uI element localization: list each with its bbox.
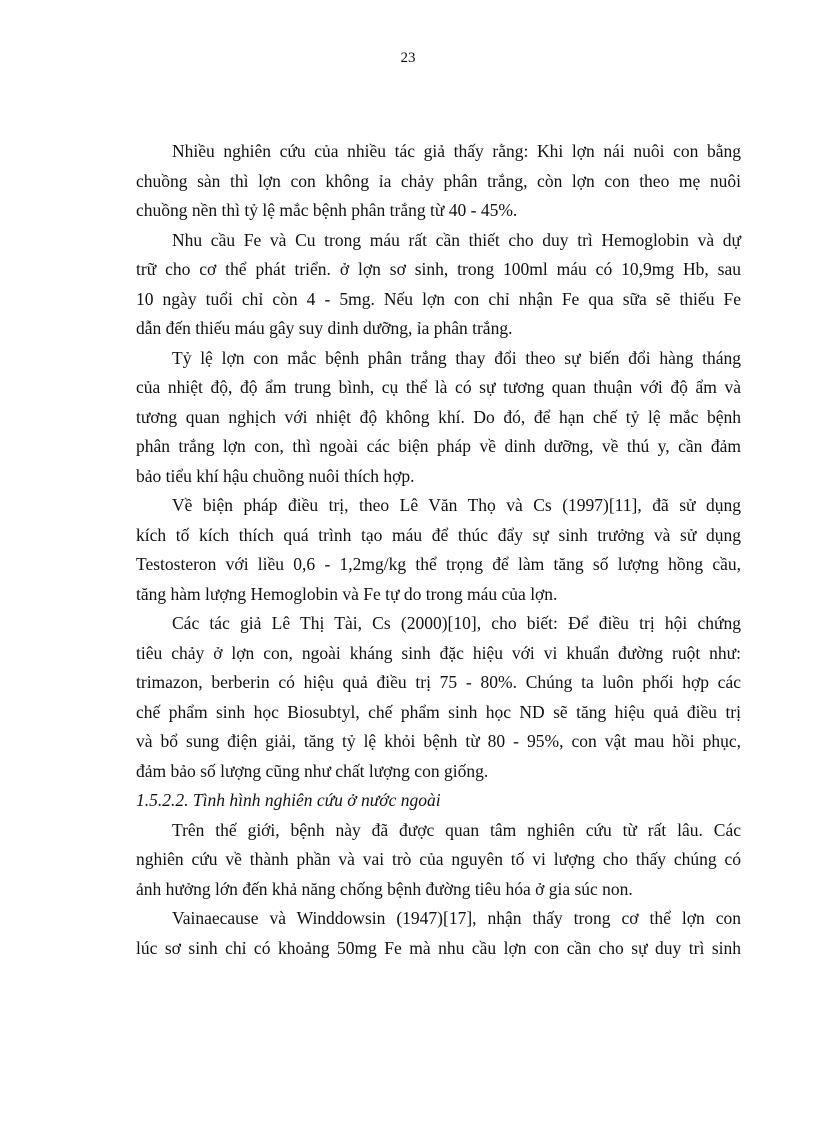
text-line: dẫn đến thiếu máu gây suy dinh dưỡng, ỉa phân trắng. bbox=[136, 318, 513, 338]
document-body bbox=[136, 137, 741, 963]
text-line: Tỷ lệ lợn con mắc bệnh phân trắng thay đổi theo sự biến đổi hàng tháng bbox=[172, 347, 741, 368]
text-line: kích tố kích thích quá trình tạo máu để thúc đẩy sự sinh trưởng và sử dụng bbox=[136, 524, 741, 545]
text-line: Nhu cầu Fe và Cu trong máu rất cần thiết cho duy trì Hemoglobin và dự bbox=[172, 229, 741, 250]
text-line: Các tác giả Lê Thị Tài, Cs (2000)[10], cho biết: Để điều trị hội chứng bbox=[172, 613, 741, 633]
text-line: tiêu chảy ở lợn con, ngoài kháng sinh đặc hiệu với vi khuẩn đường ruột như: bbox=[136, 642, 741, 663]
text-line: lúc sơ sinh chỉ có khoảng 50mg Fe mà nhu cầu lợn con cần cho sự duy trì sinh bbox=[136, 937, 741, 958]
paragraph-treatment-methods bbox=[136, 491, 741, 609]
paragraph-pig-floor-housing bbox=[136, 137, 741, 226]
text-line: tương quan nghịch với nhiệt độ không khí. Do đó, để hạn chế tỷ lệ mắc bệnh bbox=[136, 406, 741, 427]
text-line: Về biện pháp điều trị, theo Lê Văn Thọ và Cs (1997)[11], đã sử dụng bbox=[172, 495, 741, 515]
text-line: và bổ sung điện giải, tăng tỷ lệ khỏi bệnh từ 80 - 95%, con vật mau hồi phục, bbox=[136, 731, 741, 751]
paragraph-fe-cu-requirement bbox=[136, 226, 741, 344]
text-line: chuồng sàn thì lợn con không ỉa chảy phân trắng, còn lợn con theo mẹ nuôi bbox=[136, 170, 741, 191]
section-heading: 1.5.2.2. Tình hình nghiên cứu ở nước ngoài bbox=[136, 790, 441, 810]
text-line: chế phẩm sinh học Biosubtyl, chế phẩm sinh học ND sẽ tăng hiệu quả điều trị bbox=[136, 701, 741, 722]
text-line: Testosteron với liều 0,6 - 1,2mg/kg thể trọng để làm tăng số lượng hồng cầu, bbox=[136, 554, 741, 574]
text-line: tăng hàm lượng Hemoglobin và Fe tự do trong máu của lợn. bbox=[136, 583, 558, 604]
text-line: chuồng nền thì tỷ lệ mắc bệnh phân trắng từ 40 - 45%. bbox=[136, 200, 518, 220]
text-line: Trên thế giới, bệnh này đã được quan tâm nghiên cứu từ rất lâu. Các bbox=[172, 819, 741, 840]
text-line: Nhiều nghiên cứu của nhiều tác giả thấy rằng: Khi lợn nái nuôi con bằng bbox=[172, 141, 741, 161]
paragraph-foreign-research bbox=[136, 816, 741, 905]
text-line: bảo tiểu khí hậu chuồng nuôi thích hợp. bbox=[136, 465, 415, 486]
text-line: 10 ngày tuổi chỉ còn 4 - 5mg. Nếu lợn con chỉ nhận Fe qua sữa sẽ thiếu Fe bbox=[136, 288, 741, 309]
paragraph-climate-correlation bbox=[136, 344, 741, 492]
text-line: đảm bảo số lượng cũng như chất lượng con giống. bbox=[136, 760, 489, 781]
text-line: của nhiệt độ, độ ẩm trung bình, cụ thể là có sự tương quan thuận với độ ẩm và bbox=[136, 377, 741, 397]
paragraph-diarrhea-treatment bbox=[136, 609, 741, 786]
text-line: ảnh hưởng lớn đến khả năng chống bệnh đường tiêu hóa ở gia súc non. bbox=[136, 878, 633, 899]
text-line: phân trắng lợn con, thì ngoài các biện pháp về dinh dưỡng, về thú y, cần đảm bbox=[136, 436, 741, 456]
page-number: 23 bbox=[400, 50, 416, 66]
paragraph-vainaecause-study bbox=[136, 904, 741, 963]
text-line: nghiên cứu về thành phần và vai trò của nguyên tố vi lượng cho thấy chúng có bbox=[136, 849, 741, 869]
text-line: trữ cho cơ thể phát triển. ở lợn sơ sinh, trong 100ml máu có 10,9mg Hb, sau bbox=[136, 259, 741, 279]
text-line: trimazon, berberin có hiệu quả điều trị 75 - 80%. Chúng ta luôn phối hợp các bbox=[136, 672, 741, 692]
text-line: Vainaecause và Winddowsin (1947)[17], nhận thấy trong cơ thể lợn con bbox=[172, 908, 741, 928]
